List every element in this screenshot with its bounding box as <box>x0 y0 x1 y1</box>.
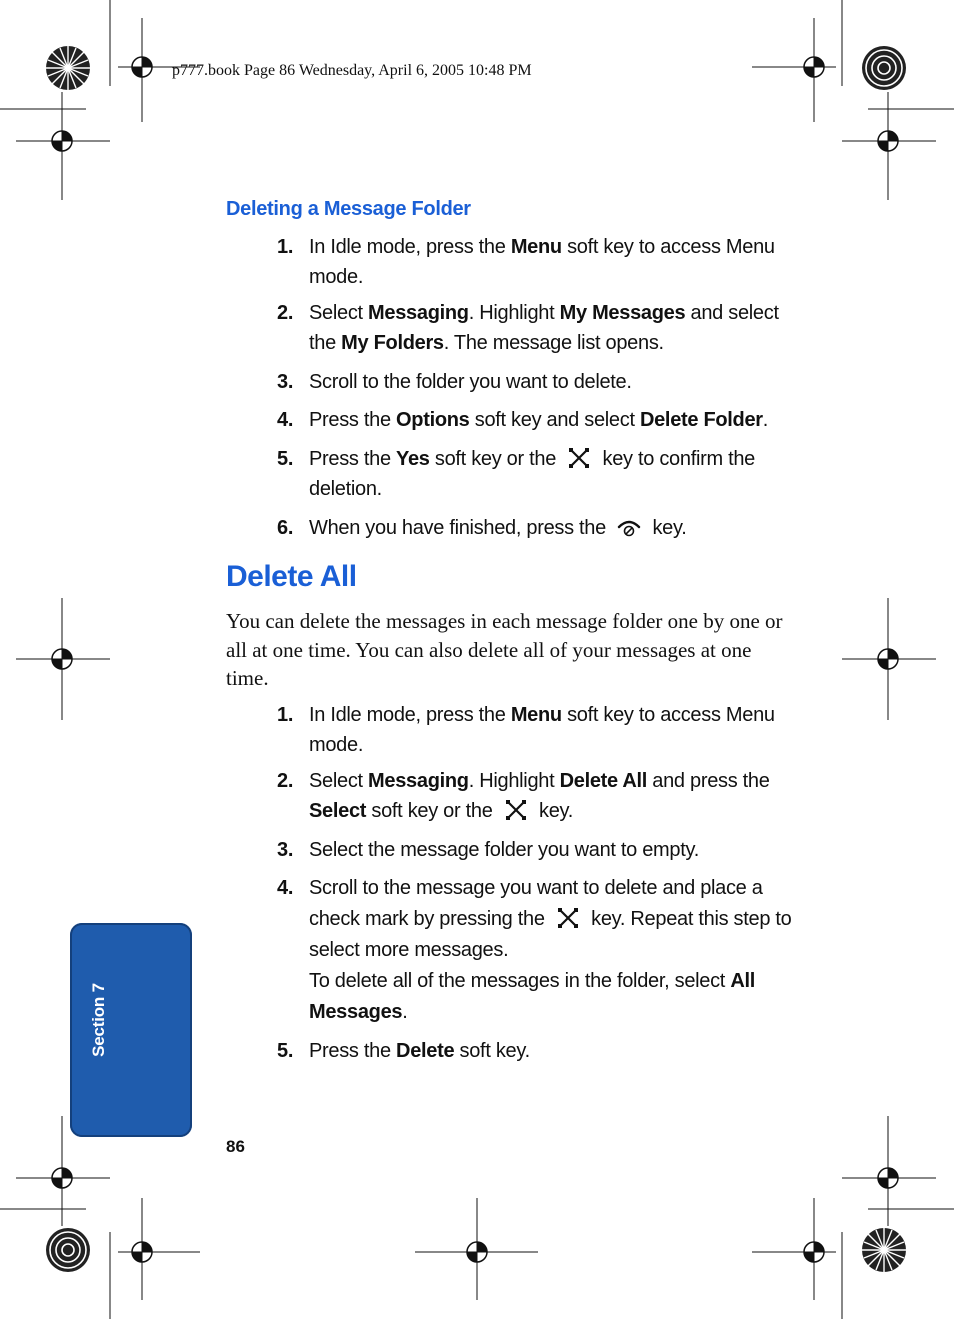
list-item: 1. In Idle mode, press the Menu soft key to access Menu mode. <box>226 232 809 292</box>
step-number: 3. <box>277 371 294 393</box>
subsection-heading: Deleting a Message Folder <box>226 198 471 220</box>
intro-paragraph: You can delete the messages in each message folder one by one or all at one time. You can also delete all of your messages at one time. <box>226 609 783 690</box>
end-key-icon <box>617 517 641 537</box>
step-number: 2. <box>277 770 294 792</box>
steps-list-delete-all <box>226 700 809 1066</box>
list-item: 5. Press the Delete soft key. <box>226 1036 809 1066</box>
select-key-icon <box>567 448 591 468</box>
list-item: 3. Select the message folder you want to empty. <box>226 835 809 865</box>
list-item: 1. In Idle mode, press the Menu soft key to access Menu mode. <box>226 700 809 760</box>
list-item: 3. Scroll to the folder you want to delete. <box>226 367 809 397</box>
steps-list-delete-folder <box>226 232 809 543</box>
list-item: 2. Select Messaging. Highlight My Messages and select the My Folders. The message list opens. <box>226 298 809 358</box>
step-number: 4. <box>277 877 294 899</box>
list-item: 6. When you have finished, press the key. <box>226 513 809 543</box>
step-number: 3. <box>277 839 294 861</box>
step-number: 4. <box>277 409 294 431</box>
step-number: 1. <box>277 704 294 726</box>
print-header: p777.book Page 86 Wednesday, April 6, 2005 10:48 PM <box>172 62 532 79</box>
list-item: 5. Press the Yes soft key or the key to confirm the deletion. <box>226 444 809 504</box>
step-number: 2. <box>277 302 294 324</box>
section-tab-label: Section 7 <box>89 983 108 1057</box>
select-key-icon <box>504 800 528 820</box>
step-number: 1. <box>277 236 294 258</box>
step-number: 5. <box>277 448 294 470</box>
step-number: 5. <box>277 1040 294 1062</box>
section-title: Delete All <box>226 560 357 593</box>
step-number: 6. <box>277 517 294 539</box>
list-item: 4. Scroll to the message you want to delete and place a check mark by pressing the key. Repeat this step to select more messages. To delete all of the messages in the folder, select All Messages. <box>226 873 809 1028</box>
page-number: 86 <box>226 1137 245 1156</box>
list-item: 2. Select Messaging. Highlight Delete All and press the Select soft key or the key. <box>226 766 809 826</box>
list-item: 4. Press the Options soft key and select Delete Folder. <box>226 405 809 435</box>
select-key-icon <box>556 908 580 928</box>
